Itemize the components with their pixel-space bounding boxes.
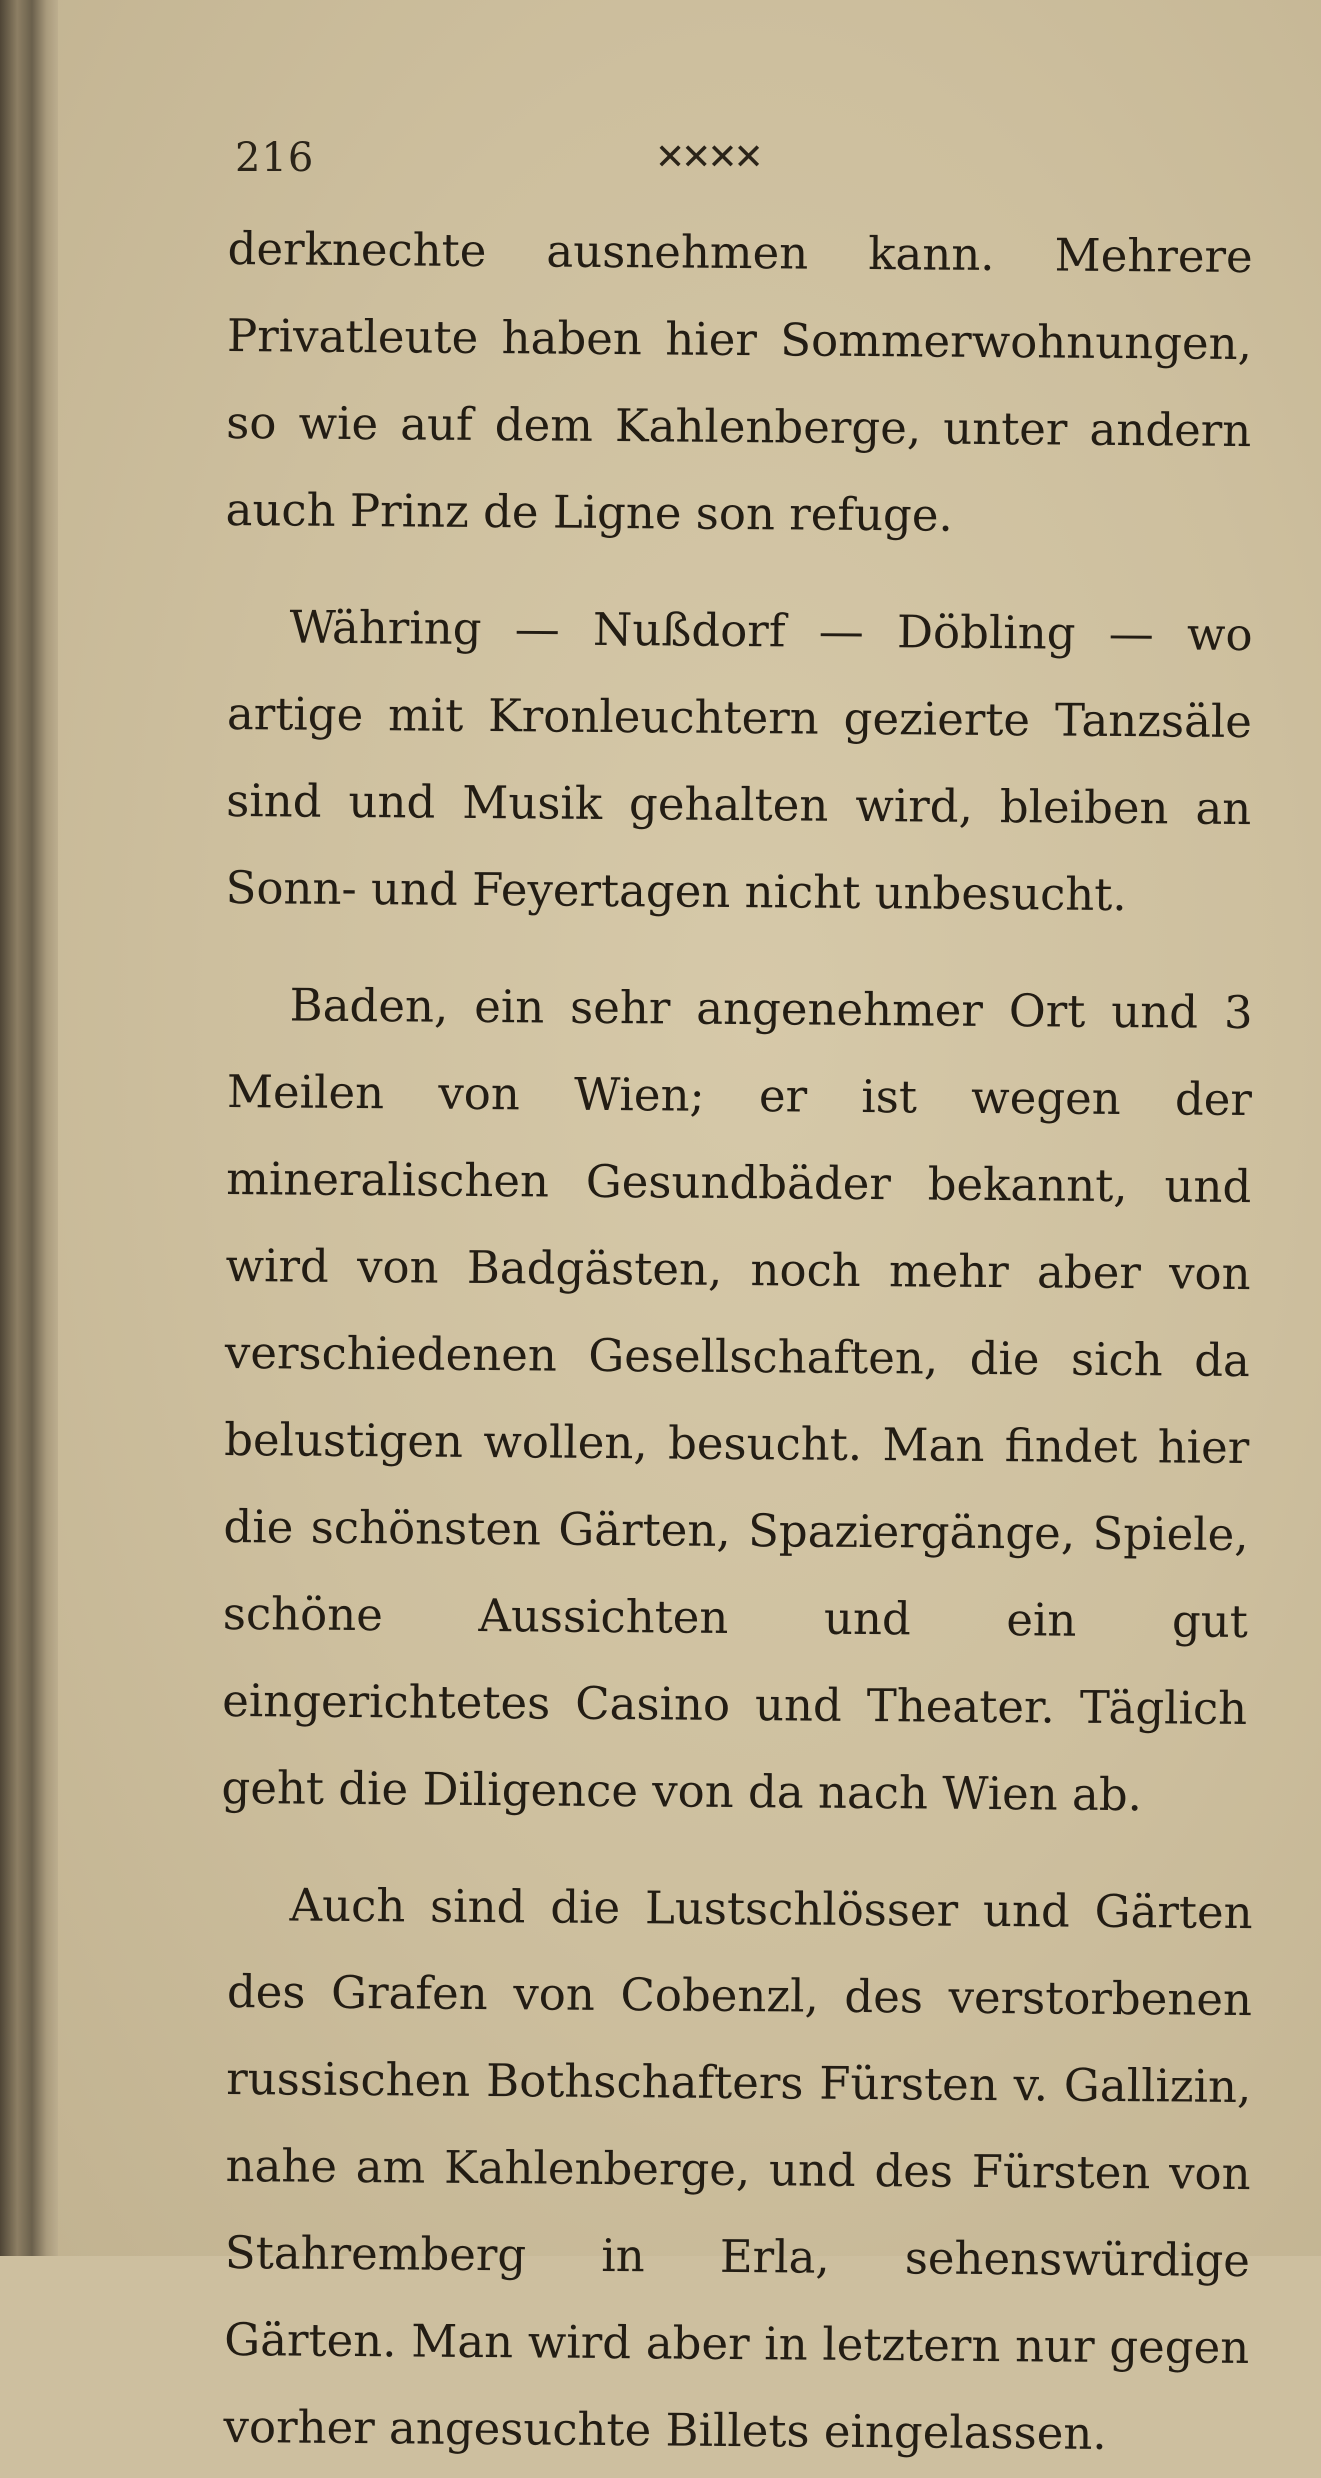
paragraph: Währing — Nußdorf — Döbling — wo artige mit Kronleuchtern gezierte Tanzsäle sind und Musik gehalten wird, bleiben an Sonn- und Feyertagen nicht unbesucht. [225, 600, 1253, 922]
page-number: 216 [235, 135, 315, 181]
body-text [221, 205, 1253, 2470]
book-spine-shadow [0, 0, 58, 2256]
header-ornament: ✕✕✕✕ [655, 137, 760, 178]
page-header [235, 135, 1135, 195]
paragraph: Baden, ein sehr angenehmer Ort und 3 Meilen von Wien; er ist wegen der mineralischen Gesundbäder bekannt, und wird von Badgästen, noch mehr aber von verschiedenen Gesellschaften, die sich da belustigen wollen, besucht. Man findet hier die schönsten Gärten, Spaziergänge, Spiele, schöne Aussichten und ein gut eingerichtetes Casino und Theater. Täglich geht die Diligence von da nach Wien ab. [221, 978, 1253, 1822]
paragraph: derknechte ausnehmen kann. Mehrere Privatleute haben hier Sommerwohnungen, so wie auf dem Kahlenberge, unter andern auch Prinz de Ligne son refuge. [225, 221, 1253, 542]
paragraph: Auch sind die Lustschlösser und Gärten des Grafen von Cobenzl, des verstorbenen russischen Bothschafters Fürsten v. Gallizin, nahe am Kahlenberge, und des Fürsten von Stahremberg in Erla, sehenswürdige Gärten. Man wird aber in letztern nur gegen vorher angesuchte Billets eingelassen. [223, 1878, 1253, 2460]
